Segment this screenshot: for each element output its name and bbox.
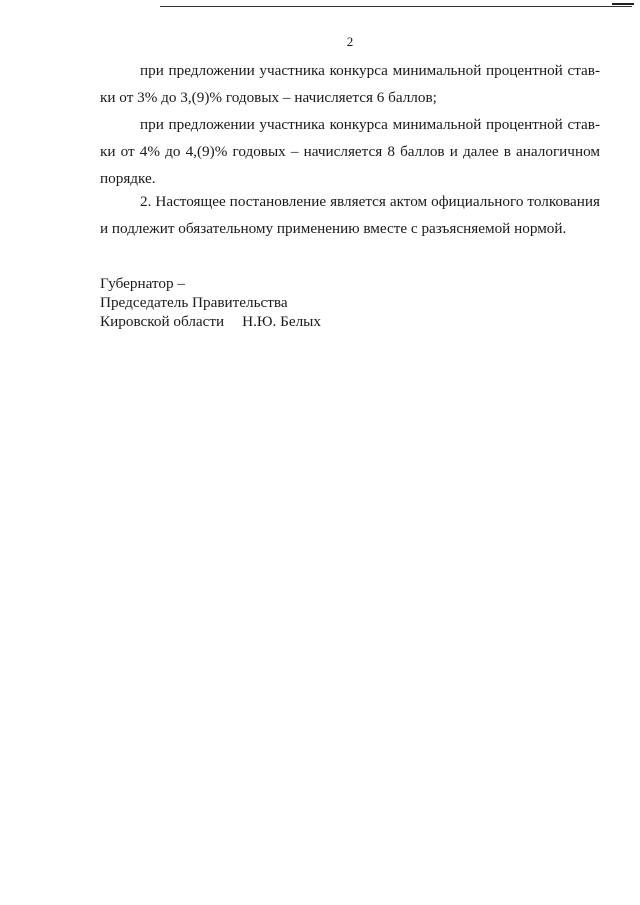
paragraph-rate-3-percent [100,57,600,111]
paragraph-official-interpretation [100,188,600,242]
paragraph-line-text: 2. Настоящее постановление является актом официального толкования [140,193,600,210]
paragraph-line: ки от 3% до 3,(9)% годовых – начисляется 6 баллов; [100,89,437,106]
signature-name: Н.Ю. Белых [242,313,321,330]
paragraph-rate-4-percent [100,111,600,192]
signature-position: Председатель Правительства [100,294,288,311]
paragraph-line: ки от 4% до 4,(9)% годовых – начисляется 8 баллов и далее в аналогичном [100,143,600,160]
top-border-rule [160,6,632,7]
paragraph-line [100,111,600,138]
paragraph-line-text: при предложении участника конкурса минимальной процентной став- [140,116,600,133]
paragraph-line [100,188,600,215]
paragraph-line [100,57,600,84]
signature-title: Губернатор – [100,275,185,292]
signature-region: Кировской области [100,313,225,330]
signature-region-line [100,312,321,331]
paragraph-line-text: при предложении участника конкурса минимальной процентной став- [140,62,600,79]
page-number: 2 [346,34,354,49]
top-border-mark [612,3,634,5]
signature-block [100,274,321,331]
paragraph-line: порядке. [100,170,156,187]
paragraph-line: и подлежит обязательному применению вместе с разъясняемой нормой. [100,220,567,237]
